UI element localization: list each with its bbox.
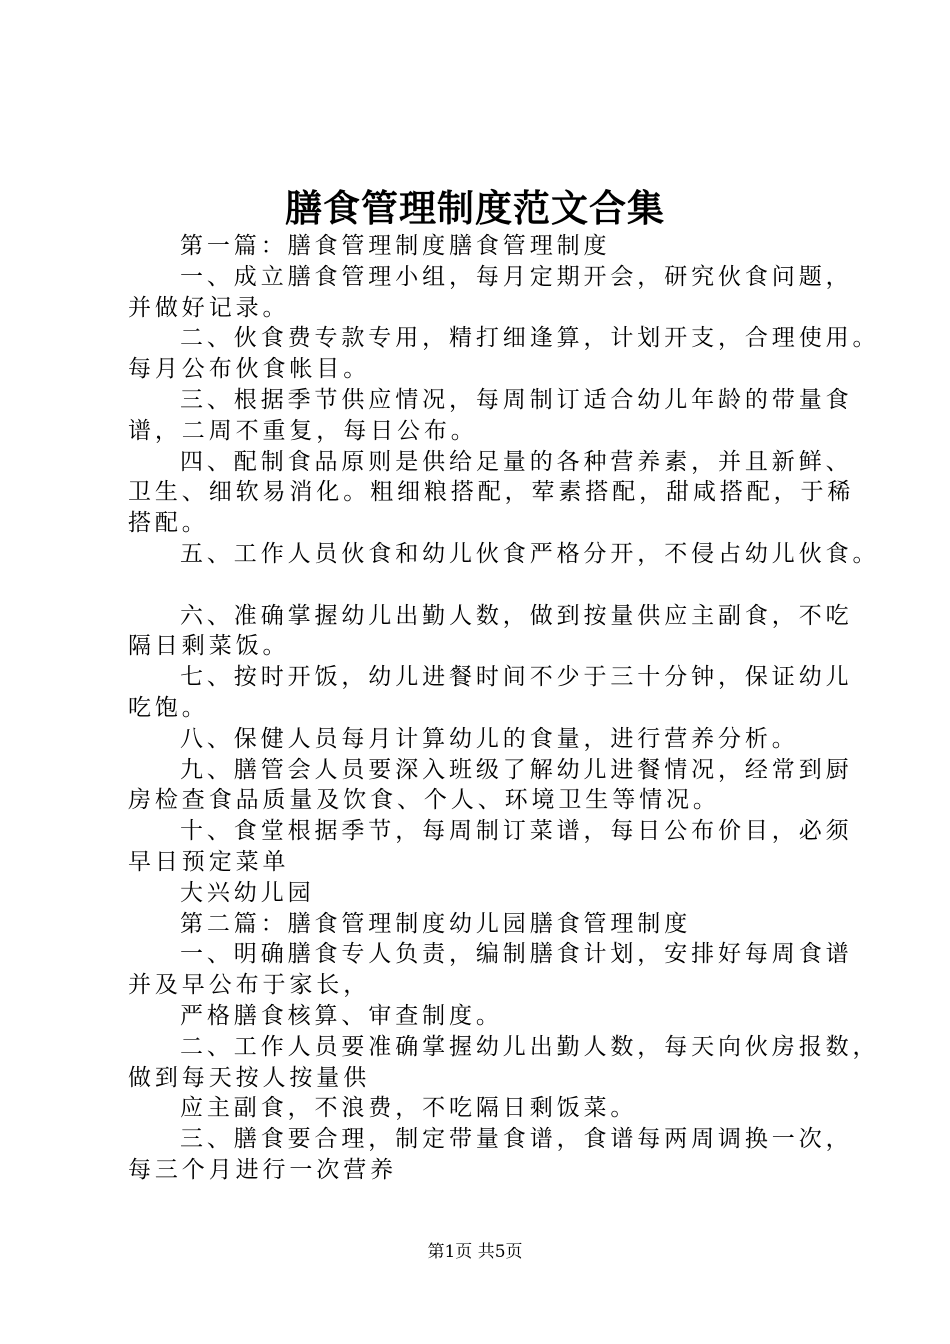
body-line: 吃饱。 — [128, 694, 209, 721]
body-line: 五、工作人员伙食和幼儿伙食严格分开，不侵占幼儿伙食。 — [180, 540, 880, 567]
body-line: 严格膳食核算、审查制度。 — [180, 1002, 503, 1029]
body-line: 大兴幼儿园 — [180, 879, 315, 906]
body-line: 房检查食品质量及饮食、个人、环境卫生等情况。 — [128, 787, 720, 814]
body-line: 一、成立膳食管理小组，每月定期开会，研究伙食问题， — [180, 263, 853, 290]
body-line: 六、准确掌握幼儿出勤人数，做到按量供应主副食，不吃 — [180, 602, 853, 629]
body-line: 每月公布伙食帐目。 — [128, 356, 371, 383]
body-line: 八、保健人员每月计算幼儿的食量，进行营养分析。 — [180, 725, 799, 752]
body-line: 搭配。 — [128, 510, 209, 537]
body-line: 三、根据季节供应情况，每周制订适合幼儿年龄的带量食 — [180, 386, 853, 413]
page-footer: 第1页 共5页 — [427, 1242, 523, 1262]
body-line: 谱，二周不重复，每日公布。 — [128, 417, 478, 444]
body-line: 二、工作人员要准确掌握幼儿出勤人数，每天向伙房报数， — [180, 1033, 880, 1060]
body-line: 七、按时开饭，幼儿进餐时间不少于三十分钟，保证幼儿 — [180, 664, 853, 691]
body-line: 四、配制食品原则是供给足量的各种营养素，并且新鲜、 — [180, 448, 853, 475]
body-line: 并做好记录。 — [128, 294, 290, 321]
document-title: 膳食管理制度范文合集 — [285, 186, 665, 230]
body-line: 隔日剩菜饭。 — [128, 633, 290, 660]
body-line: 卫生、细软易消化。粗细粮搭配，荤素搭配，甜咸搭配，于稀 — [128, 479, 855, 506]
body-line: 三、膳食要合理，制定带量食谱，食谱每两周调换一次， — [180, 1126, 853, 1153]
blank-line — [128, 570, 858, 601]
body-line: 早日预定菜单 — [128, 848, 290, 875]
body-line: 二、伙食费专款专用，精打细逢算，计划开支，合理使用。 — [180, 325, 880, 352]
body-line: 第一篇：膳食管理制度膳食管理制度 — [180, 233, 611, 259]
body-line: 十、食堂根据季节，每周制订菜谱，每日公布价目，必须 — [180, 818, 853, 845]
body-line: 一、明确膳食专人负责，编制膳食计划，安排好每周食谱 — [180, 941, 853, 968]
document-body — [128, 231, 880, 1186]
body-line: 并及早公布于家长， — [128, 972, 371, 999]
body-line: 九、膳管会人员要深入班级了解幼儿进餐情况，经常到厨 — [180, 756, 853, 783]
body-line: 第二篇：膳食管理制度幼儿园膳食管理制度 — [180, 910, 692, 937]
body-line: 做到每天按人按量供 — [128, 1064, 371, 1091]
body-line: 应主副食，不浪费，不吃隔日剩饭菜。 — [180, 1095, 638, 1122]
body-line: 每三个月进行一次营养 — [128, 1156, 397, 1183]
